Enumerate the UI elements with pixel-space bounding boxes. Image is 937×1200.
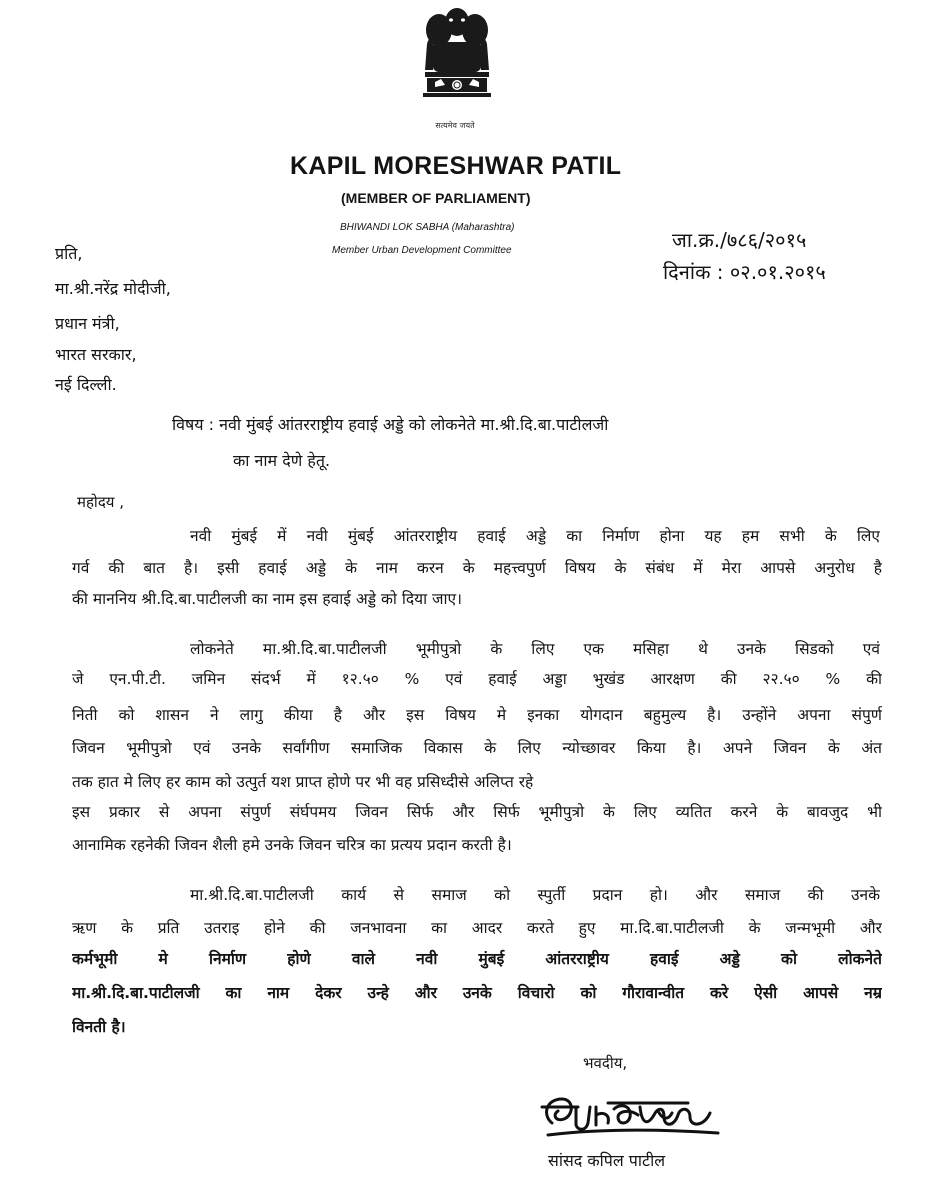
body-line: ऋण के प्रति उतराइ होने की जनभावना का आदर करते हुए मा.दि.बा.पाटीलजी के जन्मभूमी और <box>72 919 882 937</box>
sender-designation: (MEMBER OF PARLIAMENT) <box>341 190 531 206</box>
addressee-line: मा.श्री.नरेंद्र मोदीजी, <box>55 279 171 298</box>
emblem-motto: सत्यमेव जयते <box>435 121 475 130</box>
state-emblem <box>411 4 503 112</box>
body-line: विनती है। <box>72 1018 126 1036</box>
salutation: महोदय , <box>77 493 125 511</box>
body-line: जिवन भूमीपुत्रो एवं उनके सर्वांगीण समाजिक विकास के लिए न्योच्छावर किया है। अपने जिवन के अंत <box>72 739 882 757</box>
body-line: नवी मुंबई में नवी मुंबई आंतरराष्ट्रीय हवाई अड्डे का निर्माण होना यह हम सभी के लिए <box>190 527 880 545</box>
body-line: मा.श्री.दि.बा.पाटीलजी कार्य से समाज को स्पुर्ती प्रदान हो। और समाज की उनके <box>190 886 880 904</box>
sender-constituency: BHIWANDI LOK SABHA (Maharashtra) <box>340 222 515 233</box>
addressee-line: प्रधान मंत्री, <box>55 314 120 333</box>
sender-committee: Member Urban Development Committee <box>332 245 512 256</box>
body-line: मा.श्री.दि.बा.पाटीलजी का नाम देकर उन्हे और उनके विचारो को गौरावान्वीत करे ऐसी आपसे नम्र <box>72 984 882 1002</box>
body-line: कर्मभूमी मे निर्माण होणे वाले नवी मुंबई आंतरराष्ट्रीय हवाई अड्डे को लोकनेते <box>72 950 882 968</box>
closing: भवदीय, <box>583 1054 628 1072</box>
letter-date: दिनांक : ०२.०१.२०१५ <box>663 260 826 284</box>
body-line: निती को शासन ने लागु कीया है और इस विषय मे इनका योगदान बहुमुल्य है। उन्होंने अपना संपुर्ण <box>72 706 882 724</box>
body-line: आनामिक रहनेकी जिवन शैली हमे उनके जिवन चरित्र का प्रत्यय प्रदान करती है। <box>72 836 512 854</box>
addressee-line: प्रति, <box>55 244 83 263</box>
body-line: की माननिय श्री.दि.बा.पाटीलजी का नाम इस हवाई अड्डे को दिया जाए। <box>72 590 462 608</box>
addressee-line: भारत सरकार, <box>55 345 137 364</box>
reference-number: जा.क्र./७८६/२०१५ <box>672 228 807 252</box>
body-line: लोकनेते मा.श्री.दि.बा.पाटीलजी भूमीपुत्रो के लिए एक मसिहा थे उनके सिडको एवं <box>190 640 880 658</box>
body-line: जे एन.पी.टी. जमिन संदर्भ में १२.५० % एवं हवाई अड्डा भुखंड आरक्षण की २२.५० % की <box>72 670 882 688</box>
body-line: तक हात मे लिए हर काम को उत्पुर्त यश प्राप्त होणे पर भी वह प्रसिध्दीसे अलिप्त रहे <box>72 773 534 791</box>
body-line: इस प्रकार से अपना संपुर्ण संर्घपमय जिवन सिर्फ और सिर्फ भूमीपुत्रो के लिए व्यतित करने के बावजुद भी <box>72 803 882 821</box>
handwritten-signature <box>538 1085 728 1145</box>
sender-name: KAPIL MORESHWAR PATIL <box>290 152 622 180</box>
body-line: गर्व की बात है। इसी हवाई अड्डे के नाम करन के महत्त्वपुर्ण विषय के संबंध में मेरा आपसे अनुरोध है <box>72 559 882 577</box>
addressee-line: नई दिल्ली. <box>55 375 117 394</box>
signatory-name: सांसद कपिल पाटील <box>548 1151 666 1170</box>
subject-line-continued: का नाम देणे हेतू. <box>233 451 331 470</box>
subject-line: विषय : नवी मुंबई आंतरराष्ट्रीय हवाई अड्डे को लोकनेते मा.श्री.दि.बा.पाटीलजी <box>172 415 609 434</box>
